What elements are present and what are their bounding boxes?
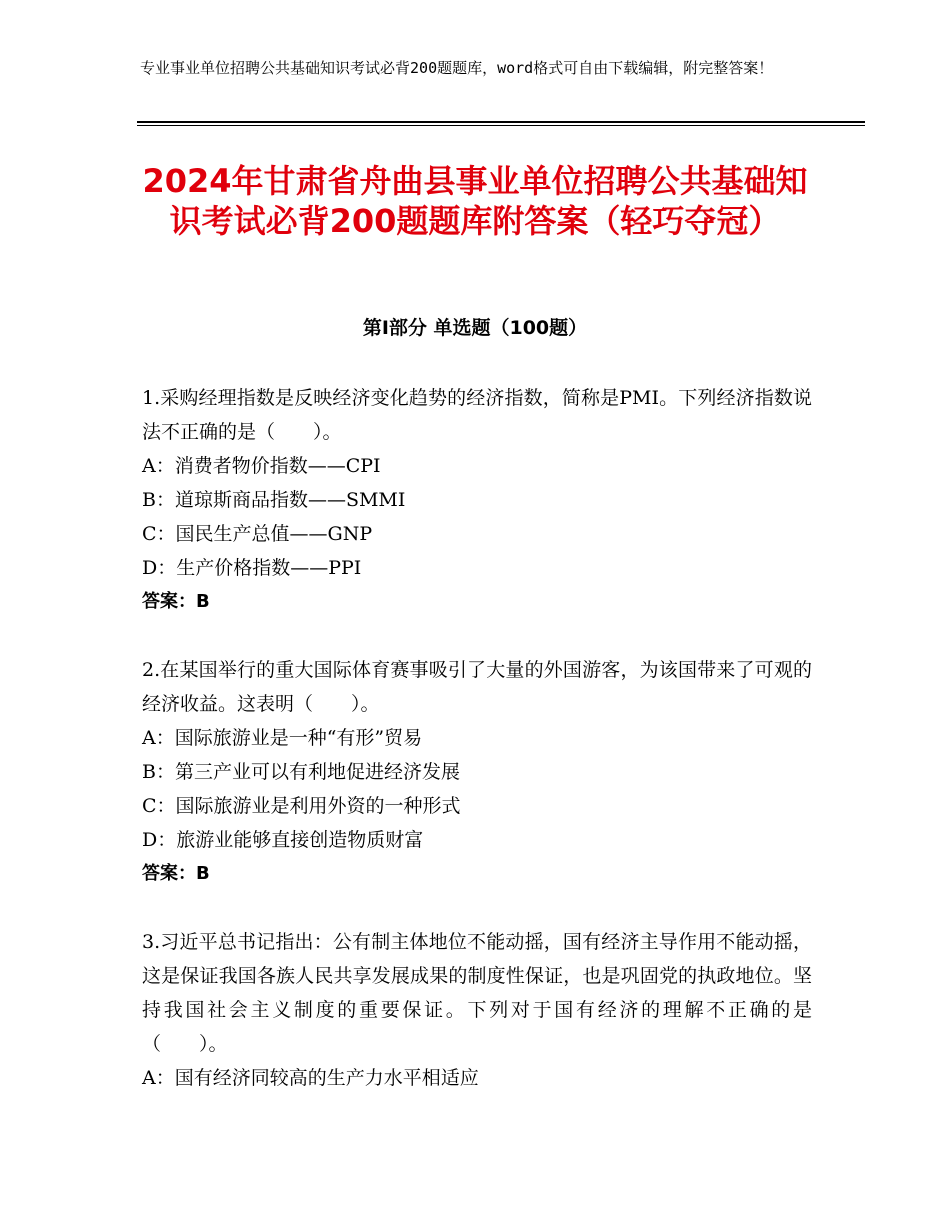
question-stem: 3.习近平总书记指出：公有制主体地位不能动摇，国有经济主导作用不能动摇，这是保证我国各族人民共享发展成果的制度性保证，也是巩固党的执政地位。坚持我国社会主义制度的重要保证。下列对于国有经济的理解不正确的是（ ）。 [142,931,812,1055]
option-a: A：国际旅游业是一种“有形”贸易 [142,727,423,749]
question-stem: 2.在某国举行的重大国际体育赛事吸引了大量的外国游客，为该国带来了可观的经济收益。这表明（ ）。 [142,659,812,715]
header-rule-thin [137,125,865,126]
header-note: 专业事业单位招聘公共基础知识考试必背200题题库，word格式可自由下载编辑，附完整答案！ [140,59,774,77]
answer: 答案：B [142,591,210,612]
document-title: 2024年甘肃省舟曲县事业单位招聘公共基础知识考试必背200题题库附答案（轻巧夺冠） [142,162,808,240]
question-1 [142,381,812,619]
question-stem: 1.采购经理指数是反映经济变化趋势的经济指数，简称是PMI。下列经济指数说法不正确的是（ ）。 [142,387,812,443]
option-c: C：国民生产总值——GNP [142,523,373,545]
question-list [142,381,812,1129]
question-2 [142,653,812,891]
option-a: A：国有经济同较高的生产力水平相适应 [142,1067,479,1089]
option-d: D：生产价格指数——PPI [142,557,362,579]
option-a: A：消费者物价指数——CPI [142,455,381,477]
header-rule-thick [137,121,865,123]
answer: 答案：B [142,863,210,884]
question-3 [142,925,812,1095]
option-d: D：旅游业能够直接创造物质财富 [142,829,424,851]
section-title: 第Ⅰ部分 单选题（100题） [362,317,588,339]
option-b: B：第三产业可以有利地促进经济发展 [142,761,460,783]
option-b: B：道琼斯商品指数——SMMI [142,489,406,511]
option-c: C：国际旅游业是利用外资的一种形式 [142,795,461,817]
